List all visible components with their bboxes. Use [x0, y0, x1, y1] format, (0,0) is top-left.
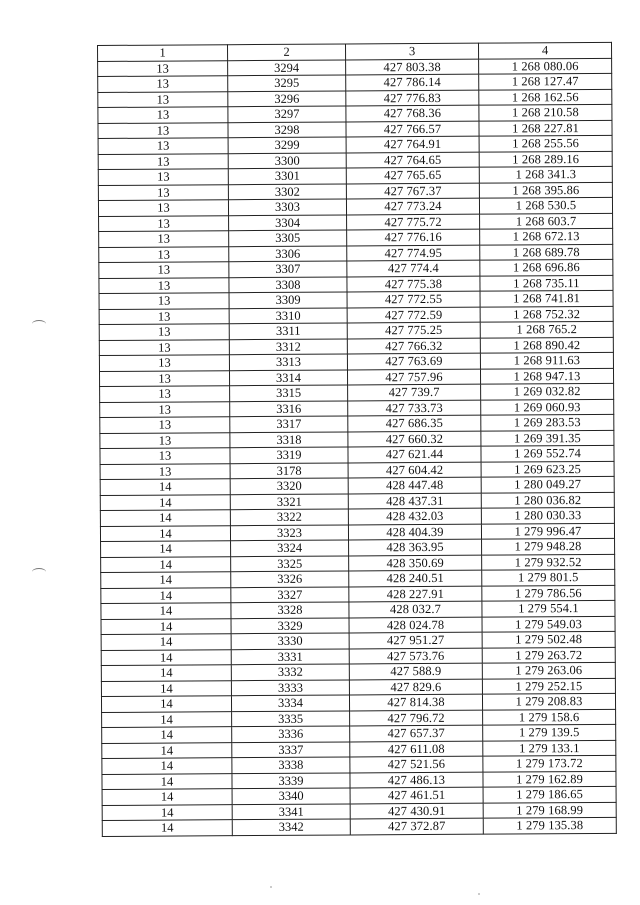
x-coordinate-cell: 427 604.42: [348, 462, 481, 478]
x-coordinate-cell: 427 461.51: [350, 787, 483, 803]
section-cell: 13: [98, 122, 228, 138]
y-coordinate-cell: 1 268 890.42: [480, 337, 613, 353]
section-cell: 14: [101, 634, 231, 650]
x-coordinate-cell: 427 430.91: [350, 803, 483, 819]
x-coordinate-cell: 428 447.48: [348, 477, 481, 493]
section-cell: 13: [99, 324, 229, 340]
section-cell: 14: [102, 742, 232, 758]
y-coordinate-cell: 1 279 502.48: [482, 631, 615, 647]
section-cell: 13: [100, 401, 230, 417]
point-number-cell: 3304: [229, 214, 347, 230]
section-cell: 14: [102, 804, 232, 820]
point-number-cell: 3299: [228, 137, 346, 153]
table-row: [102, 817, 616, 836]
y-coordinate-cell: 1 279 948.28: [482, 538, 615, 554]
x-coordinate-cell: 428 350.69: [349, 555, 482, 571]
x-coordinate-cell: 427 757.96: [347, 369, 480, 385]
y-coordinate-cell: 1 279 186.65: [483, 786, 616, 802]
point-number-cell: 3298: [228, 121, 346, 137]
x-coordinate-cell: 427 611.08: [350, 741, 483, 757]
y-coordinate-cell: 1 279 173.72: [483, 755, 616, 771]
point-number-cell: 3311: [229, 323, 347, 339]
section-cell: 13: [99, 215, 229, 231]
point-number-cell: 3314: [229, 369, 347, 385]
y-coordinate-cell: 1 269 283.53: [481, 414, 614, 430]
punch-hole-mark: [32, 568, 46, 576]
x-coordinate-cell: 428 227.91: [349, 586, 482, 602]
y-coordinate-cell: 1 279 996.47: [481, 523, 614, 539]
x-coordinate-cell: 427 786.14: [346, 74, 479, 90]
y-coordinate-cell: 1 279 932.52: [482, 554, 615, 570]
section-cell: 13: [98, 91, 228, 107]
y-coordinate-cell: 1 268 603.7: [480, 213, 613, 229]
y-coordinate-cell: 1 268 127.47: [479, 73, 612, 89]
y-coordinate-cell: 1 268 689.78: [480, 244, 613, 260]
y-coordinate-cell: 1 279 168.99: [483, 802, 616, 818]
point-number-cell: 3337: [232, 741, 350, 757]
x-coordinate-cell: 427 765.65: [346, 167, 479, 183]
y-coordinate-cell: 1 279 139.5: [483, 724, 616, 740]
header-cell: 2: [228, 44, 346, 60]
section-cell: 13: [98, 153, 228, 169]
scan-speck: [478, 893, 480, 895]
section-cell: 13: [99, 339, 229, 355]
section-cell: 13: [98, 107, 228, 123]
x-coordinate-cell: 428 032.7: [349, 601, 482, 617]
section-cell: 13: [98, 76, 228, 92]
section-cell: 13: [99, 231, 229, 247]
scan-speck: [270, 886, 272, 888]
y-coordinate-cell: 1 268 735.11: [480, 275, 613, 291]
point-number-cell: 3341: [232, 803, 350, 819]
x-coordinate-cell: 428 404.39: [348, 524, 481, 540]
section-cell: 13: [98, 60, 228, 76]
y-coordinate-cell: 1 268 765.2: [480, 321, 613, 337]
header-cell: 1: [98, 45, 228, 61]
section-cell: 14: [101, 649, 231, 665]
point-number-cell: 3303: [228, 199, 346, 215]
point-number-cell: 3300: [228, 152, 346, 168]
x-coordinate-cell: 427 588.9: [349, 663, 482, 679]
section-cell: 13: [100, 463, 230, 479]
section-cell: 13: [99, 246, 229, 262]
y-coordinate-cell: 1 279 158.6: [483, 709, 616, 725]
y-coordinate-cell: 1 279 162.89: [483, 771, 616, 787]
section-cell: 14: [102, 789, 232, 805]
y-coordinate-cell: 1 268 395.86: [479, 182, 612, 198]
point-number-cell: 3333: [231, 679, 349, 695]
point-number-cell: 3323: [230, 524, 348, 540]
point-number-cell: 3336: [232, 726, 350, 742]
section-cell: 14: [101, 665, 231, 681]
x-coordinate-cell: 427 521.56: [350, 756, 483, 772]
x-coordinate-cell: 427 773.24: [346, 198, 479, 214]
point-number-cell: 3318: [230, 431, 348, 447]
point-number-cell: 3321: [230, 493, 348, 509]
section-cell: 14: [101, 556, 231, 572]
point-number-cell: 3322: [230, 509, 348, 525]
section-cell: 13: [99, 293, 229, 309]
y-coordinate-cell: 1 268 255.56: [479, 135, 612, 151]
y-coordinate-cell: 1 268 289.16: [479, 151, 612, 167]
section-cell: 13: [98, 200, 228, 216]
point-number-cell: 3319: [230, 447, 348, 463]
x-coordinate-cell: 427 803.38: [346, 59, 479, 75]
point-number-cell: 3310: [229, 307, 347, 323]
x-coordinate-cell: 427 772.59: [347, 307, 480, 323]
section-cell: 14: [100, 525, 230, 541]
header-cell: 4: [478, 42, 611, 58]
point-number-cell: 3338: [232, 757, 350, 773]
point-number-cell: 3178: [230, 462, 348, 478]
section-cell: 14: [100, 479, 230, 495]
section-cell: 13: [99, 355, 229, 371]
y-coordinate-cell: 1 268 696.86: [480, 259, 613, 275]
y-coordinate-cell: 1 268 741.81: [480, 290, 613, 306]
x-coordinate-cell: 427 686.35: [348, 415, 481, 431]
point-number-cell: 3329: [231, 617, 349, 633]
point-number-cell: 3320: [230, 478, 348, 494]
x-coordinate-cell: 427 829.6: [349, 679, 482, 695]
section-cell: 13: [100, 386, 230, 402]
y-coordinate-cell: 1 279 801.5: [482, 569, 615, 585]
point-number-cell: 3340: [232, 788, 350, 804]
x-coordinate-cell: 427 774.95: [347, 245, 480, 261]
section-cell: 13: [99, 308, 229, 324]
section-cell: 14: [101, 618, 231, 634]
y-coordinate-cell: 1 268 227.81: [479, 120, 612, 136]
x-coordinate-cell: 427 372.87: [350, 818, 483, 834]
y-coordinate-cell: 1 280 036.82: [481, 492, 614, 508]
point-number-cell: 3328: [231, 602, 349, 618]
point-number-cell: 3297: [228, 106, 346, 122]
section-cell: 14: [101, 572, 231, 588]
y-coordinate-cell: 1 268 341.3: [479, 166, 612, 182]
section-cell: 14: [101, 696, 231, 712]
y-coordinate-cell: 1 279 549.03: [482, 616, 615, 632]
point-number-cell: 3312: [229, 338, 347, 354]
section-cell: 14: [102, 758, 232, 774]
section-cell: 13: [98, 169, 228, 185]
y-coordinate-cell: 1 268 911.63: [480, 352, 613, 368]
point-number-cell: 3334: [231, 695, 349, 711]
x-coordinate-cell: 427 764.91: [346, 136, 479, 152]
point-number-cell: 3317: [230, 416, 348, 432]
point-number-cell: 3316: [230, 400, 348, 416]
y-coordinate-cell: 1 268 530.5: [479, 197, 612, 213]
section-cell: 13: [98, 138, 228, 154]
x-coordinate-cell: 427 763.69: [347, 353, 480, 369]
point-number-cell: 3313: [229, 354, 347, 370]
x-coordinate-cell: 427 775.38: [347, 276, 480, 292]
section-cell: 14: [102, 711, 232, 727]
y-coordinate-cell: 1 269 552.74: [481, 445, 614, 461]
section-cell: 13: [100, 432, 230, 448]
section-cell: 14: [101, 541, 231, 557]
point-number-cell: 3325: [231, 555, 349, 571]
x-coordinate-cell: 427 768.36: [346, 105, 479, 121]
y-coordinate-cell: 1 280 049.27: [481, 476, 614, 492]
point-number-cell: 3306: [229, 245, 347, 261]
x-coordinate-cell: 427 772.55: [347, 291, 480, 307]
x-coordinate-cell: 427 776.83: [346, 90, 479, 106]
x-coordinate-cell: 427 766.57: [346, 121, 479, 137]
punch-hole-mark: [32, 320, 46, 328]
point-number-cell: 3294: [228, 59, 346, 75]
y-coordinate-cell: 1 269 623.25: [481, 461, 614, 477]
y-coordinate-cell: 1 279 786.56: [482, 585, 615, 601]
x-coordinate-cell: 427 766.32: [347, 338, 480, 354]
y-coordinate-cell: 1 268 210.58: [479, 104, 612, 120]
point-number-cell: 3315: [230, 385, 348, 401]
point-number-cell: 3307: [229, 261, 347, 277]
point-number-cell: 3335: [232, 710, 350, 726]
x-coordinate-cell: 427 764.65: [346, 152, 479, 168]
x-coordinate-cell: 427 733.73: [348, 400, 481, 416]
x-coordinate-cell: 428 437.31: [348, 493, 481, 509]
y-coordinate-cell: 1 269 032.82: [481, 383, 614, 399]
point-number-cell: 3301: [228, 168, 346, 184]
y-coordinate-cell: 1 280 030.33: [481, 507, 614, 523]
y-coordinate-cell: 1 269 060.93: [481, 399, 614, 415]
x-coordinate-cell: 427 774.4: [347, 260, 480, 276]
y-coordinate-cell: 1 268 752.32: [480, 306, 613, 322]
y-coordinate-cell: 1 279 252.15: [482, 678, 615, 694]
x-coordinate-cell: 427 814.38: [349, 694, 482, 710]
section-cell: 13: [100, 417, 230, 433]
section-cell: 13: [99, 277, 229, 293]
section-cell: 14: [102, 727, 232, 743]
section-cell: 13: [99, 370, 229, 386]
x-coordinate-cell: 427 486.13: [350, 772, 483, 788]
header-cell: 3: [345, 43, 478, 59]
x-coordinate-cell: 427 621.44: [348, 446, 481, 462]
section-cell: 14: [101, 680, 231, 696]
section-cell: 13: [100, 448, 230, 464]
point-number-cell: 3342: [232, 819, 350, 835]
point-number-cell: 3296: [228, 90, 346, 106]
y-coordinate-cell: 1 279 554.1: [482, 600, 615, 616]
point-number-cell: 3332: [231, 664, 349, 680]
point-number-cell: 3309: [229, 292, 347, 308]
x-coordinate-cell: 427 776.16: [347, 229, 480, 245]
x-coordinate-cell: 427 660.32: [348, 431, 481, 447]
y-coordinate-cell: 1 268 162.56: [479, 89, 612, 105]
point-number-cell: 3339: [232, 772, 350, 788]
point-number-cell: 3324: [231, 540, 349, 556]
y-coordinate-cell: 1 279 133.1: [483, 740, 616, 756]
y-coordinate-cell: 1 279 263.06: [482, 662, 615, 678]
x-coordinate-cell: 427 951.27: [349, 632, 482, 648]
y-coordinate-cell: 1 269 391.35: [481, 430, 614, 446]
y-coordinate-cell: 1 268 947.13: [480, 368, 613, 384]
section-cell: 14: [101, 587, 231, 603]
section-cell: 14: [101, 603, 231, 619]
y-coordinate-cell: 1 279 263.72: [482, 647, 615, 663]
point-number-cell: 3331: [231, 648, 349, 664]
point-number-cell: 3327: [231, 586, 349, 602]
x-coordinate-cell: 427 573.76: [349, 648, 482, 664]
section-cell: 13: [99, 262, 229, 278]
point-number-cell: 3330: [231, 633, 349, 649]
table-body: [98, 58, 617, 836]
point-number-cell: 3305: [229, 230, 347, 246]
x-coordinate-cell: 428 432.03: [348, 508, 481, 524]
section-cell: 14: [102, 773, 232, 789]
section-cell: 14: [100, 494, 230, 510]
y-coordinate-cell: 1 268 080.06: [479, 58, 612, 74]
point-number-cell: 3295: [228, 75, 346, 91]
x-coordinate-cell: 427 657.37: [350, 725, 483, 741]
point-number-cell: 3302: [228, 183, 346, 199]
x-coordinate-cell: 427 739.7: [348, 384, 481, 400]
y-coordinate-cell: 1 279 135.38: [483, 817, 616, 833]
x-coordinate-cell: 427 775.25: [347, 322, 480, 338]
y-coordinate-cell: 1 279 208.83: [482, 693, 615, 709]
coordinates-table: [97, 42, 617, 837]
section-cell: 13: [98, 184, 228, 200]
point-number-cell: 3308: [229, 276, 347, 292]
section-cell: 14: [100, 510, 230, 526]
x-coordinate-cell: 428 024.78: [349, 617, 482, 633]
section-cell: 14: [102, 820, 232, 836]
x-coordinate-cell: 428 240.51: [349, 570, 482, 586]
x-coordinate-cell: 427 775.72: [347, 214, 480, 230]
x-coordinate-cell: 427 767.37: [346, 183, 479, 199]
x-coordinate-cell: 427 796.72: [350, 710, 483, 726]
x-coordinate-cell: 428 363.95: [349, 539, 482, 555]
point-number-cell: 3326: [231, 571, 349, 587]
y-coordinate-cell: 1 268 672.13: [480, 228, 613, 244]
